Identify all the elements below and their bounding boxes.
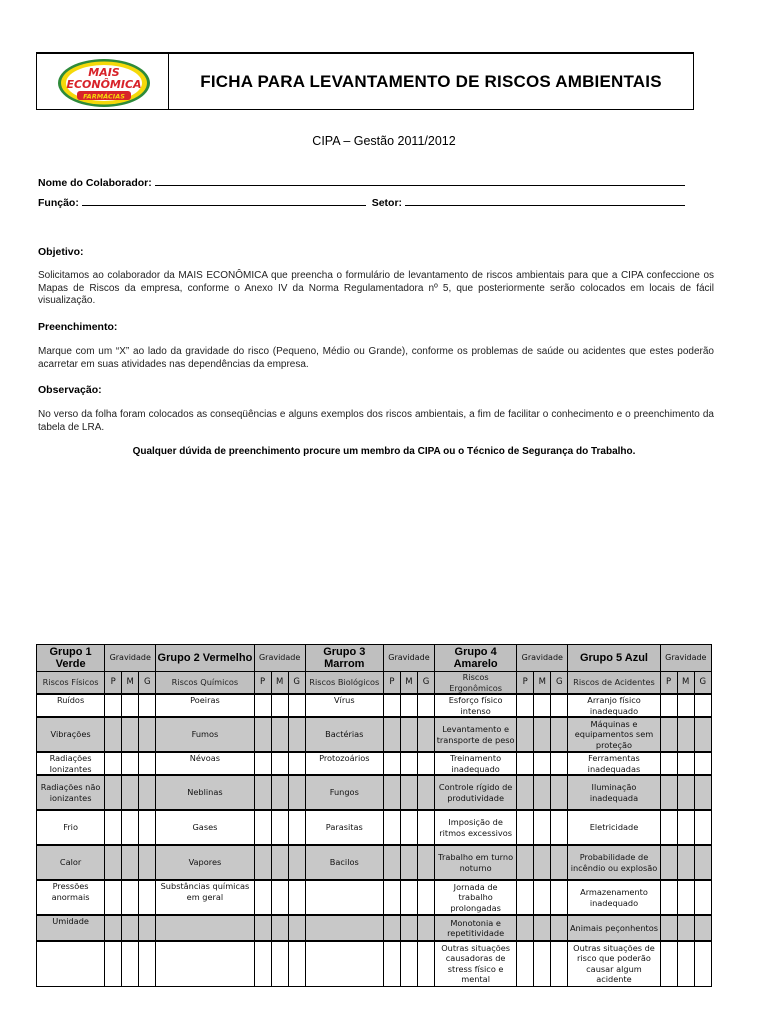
gravity-checkbox-cell[interactable]	[400, 941, 417, 986]
gravity-checkbox-cell[interactable]	[105, 941, 122, 986]
risk-cell: Gases	[156, 810, 254, 845]
gravity-checkbox-cell[interactable]	[122, 845, 139, 880]
gravity-checkbox-cell[interactable]	[551, 694, 568, 717]
gravity-checkbox-cell[interactable]	[122, 810, 139, 845]
gravity-checkbox-cell[interactable]	[383, 717, 400, 752]
gravity-checkbox-cell[interactable]	[677, 810, 694, 845]
gravity-checkbox-cell[interactable]	[383, 810, 400, 845]
group-2-subtitle: Riscos Químicos	[156, 672, 254, 695]
risk-cell: Vírus	[305, 694, 383, 717]
gravity-checkbox-cell[interactable]	[288, 845, 305, 880]
group-2-p-header: P	[254, 672, 271, 695]
gravity-checkbox-cell[interactable]	[383, 752, 400, 775]
gravity-checkbox-cell[interactable]	[288, 694, 305, 717]
table-row	[37, 694, 712, 717]
preenchimento-text: Marque com um “X” ao lado da gravidade do risco (Pequeno, Médio ou Grande), conforme os problemas de saúde ou acidentes que estes poderão acarretar em suas atividades nas dependências da empresa.	[38, 346, 714, 370]
gravity-checkbox-cell[interactable]	[551, 941, 568, 986]
gravity-checkbox-cell[interactable]	[139, 845, 156, 880]
table-row	[37, 752, 712, 775]
preenchimento-heading: Preenchimento:	[38, 321, 118, 333]
observacao-text: No verso da folha foram colocados as conseqüências e alguns exemplos dos riscos ambientais, a fim de facilitar o conhecimento e o preenchimento da tabela de LRA.	[38, 409, 714, 433]
logo-line1: MAIS	[88, 66, 120, 79]
gravity-checkbox-cell[interactable]	[122, 694, 139, 717]
gravity-checkbox-cell[interactable]	[660, 810, 677, 845]
gravity-checkbox-cell[interactable]	[122, 915, 139, 941]
gravity-checkbox-cell[interactable]	[271, 880, 288, 915]
gravity-checkbox-cell[interactable]	[105, 775, 122, 810]
gravity-checkbox-cell[interactable]	[139, 880, 156, 915]
objetivo-heading: Objetivo:	[38, 246, 84, 258]
setor-label: Setor:	[371, 197, 403, 209]
risk-cell: Outras situações causadoras de stress físico e mental	[435, 941, 517, 986]
group-5-p-header: P	[660, 672, 677, 695]
gravity-checkbox-cell[interactable]	[271, 810, 288, 845]
risk-cell: Arranjo físico inadequado	[568, 694, 660, 717]
gravity-checkbox-cell[interactable]	[122, 752, 139, 775]
gravity-checkbox-cell[interactable]	[400, 752, 417, 775]
gravity-checkbox-cell[interactable]	[400, 810, 417, 845]
risk-cell: Vapores	[156, 845, 254, 880]
gravity-checkbox-cell[interactable]	[551, 810, 568, 845]
gravity-checkbox-cell[interactable]	[551, 717, 568, 752]
gravity-checkbox-cell[interactable]	[383, 880, 400, 915]
risk-cell: Controle rígido de produtividade	[435, 775, 517, 810]
gravity-checkbox-cell[interactable]	[417, 810, 434, 845]
group-4-subtitle: Riscos Ergonômicos	[435, 672, 517, 695]
risk-cell: Eletricidade	[568, 810, 660, 845]
risk-cell: Radiações não ionizantes	[37, 775, 105, 810]
risk-cell: Ferramentas inadequadas	[568, 752, 660, 775]
gravity-checkbox-cell[interactable]	[254, 717, 271, 752]
page-title: FICHA PARA LEVANTAMENTO DE RISCOS AMBIENTAIS	[200, 72, 662, 91]
gravity-checkbox-cell[interactable]	[534, 694, 551, 717]
risk-cell: Pressões anormais	[37, 880, 105, 915]
gravity-checkbox-cell[interactable]	[139, 810, 156, 845]
risk-cell: Monotonia e repetitividade	[435, 915, 517, 941]
risk-cell: Armazenamento inadequado	[568, 880, 660, 915]
group-1-gravidade: Gravidade	[105, 645, 156, 672]
gravity-checkbox-cell[interactable]	[254, 915, 271, 941]
risk-cell: Trabalho em turno noturno	[435, 845, 517, 880]
gravity-checkbox-cell[interactable]	[677, 941, 694, 986]
gravity-checkbox-cell[interactable]	[417, 880, 434, 915]
risk-cell: Poeiras	[156, 694, 254, 717]
gravity-checkbox-cell[interactable]	[105, 810, 122, 845]
risk-cell: Outras situações de risco que poderão causar algum acidente	[568, 941, 660, 986]
gravity-checkbox-cell[interactable]	[660, 880, 677, 915]
gravity-checkbox-cell[interactable]	[383, 941, 400, 986]
gravity-checkbox-cell[interactable]	[400, 775, 417, 810]
risk-cell	[305, 915, 383, 941]
gravity-checkbox-cell[interactable]	[271, 775, 288, 810]
gravity-checkbox-cell[interactable]	[288, 941, 305, 986]
gravity-checkbox-cell[interactable]	[254, 752, 271, 775]
risk-cell: Levantamento e transporte de peso	[435, 717, 517, 752]
table-row	[37, 845, 712, 880]
gravity-checkbox-cell[interactable]	[417, 694, 434, 717]
risk-cell: Fumos	[156, 717, 254, 752]
table-row	[37, 880, 712, 915]
risk-cell: Esforço físico intenso	[435, 694, 517, 717]
objetivo-text: Solicitamos ao colaborador da MAIS ECONÔMICA que preencha o formulário de levantamento de riscos ambientais para que a CIPA confeccione os Mapas de Riscos da empresa, conforme o Anexo IV da Norma Regulamentadora nº 5, que posteriormente serão colocados em locais de fácil visualização.	[38, 270, 714, 306]
group-3-title: Grupo 3 Marrom	[305, 645, 383, 672]
gravity-checkbox-cell[interactable]	[694, 845, 711, 880]
gravity-checkbox-cell[interactable]	[383, 694, 400, 717]
gravity-checkbox-cell[interactable]	[288, 915, 305, 941]
risk-cell: Animais peçonhentos	[568, 915, 660, 941]
gravity-checkbox-cell[interactable]	[660, 717, 677, 752]
gravity-checkbox-cell[interactable]	[660, 845, 677, 880]
gravity-checkbox-cell[interactable]	[694, 880, 711, 915]
logo-line2: ECONÔMICA	[66, 78, 142, 91]
group-1-subtitle: Riscos Físicos	[37, 672, 105, 695]
gravity-checkbox-cell[interactable]	[660, 915, 677, 941]
gravity-checkbox-cell[interactable]	[677, 845, 694, 880]
gravity-checkbox-cell[interactable]	[417, 752, 434, 775]
gravity-checkbox-cell[interactable]	[517, 915, 534, 941]
gravity-checkbox-cell[interactable]	[105, 880, 122, 915]
table-row	[37, 775, 712, 810]
funcao-line[interactable]	[82, 196, 366, 206]
gravity-checkbox-cell[interactable]	[417, 717, 434, 752]
group-3-m-header: M	[400, 672, 417, 695]
gravity-checkbox-cell[interactable]	[105, 845, 122, 880]
group-5-gravidade: Gravidade	[660, 645, 711, 672]
group-1-g-header: G	[139, 672, 156, 695]
gravity-checkbox-cell[interactable]	[417, 845, 434, 880]
risk-cell: Bacilos	[305, 845, 383, 880]
risk-cell: Frio	[37, 810, 105, 845]
gravity-checkbox-cell[interactable]	[122, 941, 139, 986]
gravity-checkbox-cell[interactable]	[288, 717, 305, 752]
gravity-checkbox-cell[interactable]	[534, 752, 551, 775]
gravity-checkbox-cell[interactable]	[139, 752, 156, 775]
risk-cell: Treinamento inadequado	[435, 752, 517, 775]
table-row	[37, 810, 712, 845]
group-1-title: Grupo 1 Verde	[37, 645, 105, 672]
risk-cell: Jornada de trabalho prolongadas	[435, 880, 517, 915]
gravity-checkbox-cell[interactable]	[517, 752, 534, 775]
gravity-checkbox-cell[interactable]	[288, 775, 305, 810]
risk-cell: Imposição de ritmos excessivos	[435, 810, 517, 845]
group-5-subtitle: Riscos de Acidentes	[568, 672, 660, 695]
gravity-checkbox-cell[interactable]	[551, 752, 568, 775]
gravity-checkbox-cell[interactable]	[660, 752, 677, 775]
group-1-m-header: M	[122, 672, 139, 695]
gravity-checkbox-cell[interactable]	[517, 694, 534, 717]
risk-cell: Umidade	[37, 915, 105, 941]
gravity-checkbox-cell[interactable]	[694, 810, 711, 845]
gravity-checkbox-cell[interactable]	[288, 880, 305, 915]
gravity-checkbox-cell[interactable]	[694, 717, 711, 752]
group-3-p-header: P	[383, 672, 400, 695]
gravity-checkbox-cell[interactable]	[551, 775, 568, 810]
gravity-checkbox-cell[interactable]	[254, 845, 271, 880]
gravity-checkbox-cell[interactable]	[271, 941, 288, 986]
gravity-checkbox-cell[interactable]	[551, 880, 568, 915]
gravity-checkbox-cell[interactable]	[677, 915, 694, 941]
risk-cell: Névoas	[156, 752, 254, 775]
gravity-checkbox-cell[interactable]	[400, 915, 417, 941]
gravity-checkbox-cell[interactable]	[517, 810, 534, 845]
gravity-checkbox-cell[interactable]	[139, 775, 156, 810]
risk-cell: Parasitas	[305, 810, 383, 845]
gravity-checkbox-cell[interactable]	[517, 775, 534, 810]
risk-cell: Substâncias químicas em geral	[156, 880, 254, 915]
funcao-label: Função:	[38, 197, 79, 209]
gravity-checkbox-cell[interactable]	[677, 752, 694, 775]
gravity-checkbox-cell[interactable]	[694, 915, 711, 941]
risk-cell	[305, 880, 383, 915]
gravity-checkbox-cell[interactable]	[677, 775, 694, 810]
mais-economica-logo	[57, 56, 151, 108]
gravity-checkbox-cell[interactable]	[660, 941, 677, 986]
gravity-checkbox-cell[interactable]	[254, 694, 271, 717]
group-4-m-header: M	[534, 672, 551, 695]
gravity-checkbox-cell[interactable]	[517, 717, 534, 752]
observacao-heading: Observação:	[38, 384, 102, 396]
gravity-checkbox-cell[interactable]	[534, 775, 551, 810]
gravity-checkbox-cell[interactable]	[105, 694, 122, 717]
gravity-checkbox-cell[interactable]	[383, 845, 400, 880]
gravity-checkbox-cell[interactable]	[254, 880, 271, 915]
gravity-checkbox-cell[interactable]	[517, 845, 534, 880]
gravity-checkbox-cell[interactable]	[105, 752, 122, 775]
risk-cell	[156, 915, 254, 941]
gravity-checkbox-cell[interactable]	[400, 717, 417, 752]
logo-cell	[37, 54, 169, 110]
gravity-checkbox-cell[interactable]	[271, 717, 288, 752]
risk-cell: Neblinas	[156, 775, 254, 810]
gravity-checkbox-cell[interactable]	[417, 941, 434, 986]
group-2-g-header: G	[288, 672, 305, 695]
cipa-subtitle: CIPA – Gestão 2011/2012	[312, 134, 456, 148]
gravity-checkbox-cell[interactable]	[400, 694, 417, 717]
risk-cell	[156, 941, 254, 986]
gravity-checkbox-cell[interactable]	[139, 694, 156, 717]
gravity-checkbox-cell[interactable]	[122, 880, 139, 915]
gravity-checkbox-cell[interactable]	[534, 915, 551, 941]
gravity-checkbox-cell[interactable]	[383, 915, 400, 941]
risk-cell	[37, 941, 105, 986]
risk-cell: Fungos	[305, 775, 383, 810]
table-row	[37, 717, 712, 752]
gravity-checkbox-cell[interactable]	[254, 941, 271, 986]
gravity-checkbox-cell[interactable]	[400, 880, 417, 915]
gravity-checkbox-cell[interactable]	[677, 880, 694, 915]
group-1-p-header: P	[105, 672, 122, 695]
gravity-checkbox-cell[interactable]	[551, 845, 568, 880]
nome-line[interactable]	[155, 176, 685, 186]
risk-cell: Máquinas e equipamentos sem proteção	[568, 717, 660, 752]
gravity-checkbox-cell[interactable]	[139, 941, 156, 986]
gravity-checkbox-cell[interactable]	[534, 810, 551, 845]
group-4-g-header: G	[551, 672, 568, 695]
gravity-checkbox-cell[interactable]	[694, 775, 711, 810]
group-3-gravidade: Gravidade	[383, 645, 434, 672]
gravity-checkbox-cell[interactable]	[660, 775, 677, 810]
gravity-checkbox-cell[interactable]	[417, 915, 434, 941]
gravity-checkbox-cell[interactable]	[534, 717, 551, 752]
risk-cell: Radiações Ionizantes	[37, 752, 105, 775]
gravity-checkbox-cell[interactable]	[694, 941, 711, 986]
group-4-p-header: P	[517, 672, 534, 695]
funcao-field	[38, 196, 685, 209]
group-5-g-header: G	[694, 672, 711, 695]
gravity-checkbox-cell[interactable]	[534, 845, 551, 880]
risk-cell: Iluminação inadequada	[568, 775, 660, 810]
gravity-checkbox-cell[interactable]	[139, 915, 156, 941]
group-3-g-header: G	[417, 672, 434, 695]
group-3-subtitle: Riscos Biológicos	[305, 672, 383, 695]
group-2-m-header: M	[271, 672, 288, 695]
gravity-checkbox-cell[interactable]	[271, 694, 288, 717]
gravity-checkbox-cell[interactable]	[271, 915, 288, 941]
gravity-checkbox-cell[interactable]	[694, 752, 711, 775]
gravity-checkbox-cell[interactable]	[254, 810, 271, 845]
gravity-checkbox-cell[interactable]	[288, 752, 305, 775]
gravity-checkbox-cell[interactable]	[254, 775, 271, 810]
gravity-checkbox-cell[interactable]	[517, 941, 534, 986]
gravity-checkbox-cell[interactable]	[694, 694, 711, 717]
group-4-title: Grupo 4 Amarelo	[435, 645, 517, 672]
lra-table	[36, 644, 712, 987]
setor-line[interactable]	[405, 196, 685, 206]
gravity-checkbox-cell[interactable]	[534, 941, 551, 986]
risk-cell: Vibrações	[37, 717, 105, 752]
gravity-checkbox-cell[interactable]	[534, 880, 551, 915]
header-box	[36, 52, 694, 110]
group-2-gravidade: Gravidade	[254, 645, 305, 672]
risk-cell: Ruídos	[37, 694, 105, 717]
nome-label: Nome do Colaborador:	[38, 177, 152, 189]
gravity-checkbox-cell[interactable]	[122, 717, 139, 752]
gravity-checkbox-cell[interactable]	[517, 880, 534, 915]
nome-field	[38, 176, 685, 189]
gravity-checkbox-cell[interactable]	[660, 694, 677, 717]
table-row	[37, 915, 712, 941]
table-row	[37, 941, 712, 986]
gravity-checkbox-cell[interactable]	[271, 752, 288, 775]
group-4-gravidade: Gravidade	[517, 645, 568, 672]
gravity-checkbox-cell[interactable]	[105, 717, 122, 752]
gravity-checkbox-cell[interactable]	[383, 775, 400, 810]
gravity-checkbox-cell[interactable]	[677, 717, 694, 752]
group-5-title: Grupo 5 Azul	[568, 645, 660, 672]
gravity-checkbox-cell[interactable]	[417, 775, 434, 810]
gravity-checkbox-cell[interactable]	[105, 915, 122, 941]
gravity-checkbox-cell[interactable]	[271, 845, 288, 880]
group-5-m-header: M	[677, 672, 694, 695]
risk-cell: Bactérias	[305, 717, 383, 752]
gravity-checkbox-cell[interactable]	[677, 694, 694, 717]
risk-cell: Probabilidade de incêndio ou explosão	[568, 845, 660, 880]
gravity-checkbox-cell[interactable]	[122, 775, 139, 810]
gravity-checkbox-cell[interactable]	[400, 845, 417, 880]
risk-cell	[305, 941, 383, 986]
logo-line3: FARMÁCIAS	[83, 92, 125, 101]
group-2-title: Grupo 2 Vermelho	[156, 645, 254, 672]
gravity-checkbox-cell[interactable]	[288, 810, 305, 845]
notice-text: Qualquer dúvida de preenchimento procure um membro da CIPA ou o Técnico de Segurança do Trabalho.	[132, 446, 636, 457]
risk-cell: Calor	[37, 845, 105, 880]
gravity-checkbox-cell[interactable]	[551, 915, 568, 941]
risk-cell: Protozoários	[305, 752, 383, 775]
gravity-checkbox-cell[interactable]	[139, 717, 156, 752]
